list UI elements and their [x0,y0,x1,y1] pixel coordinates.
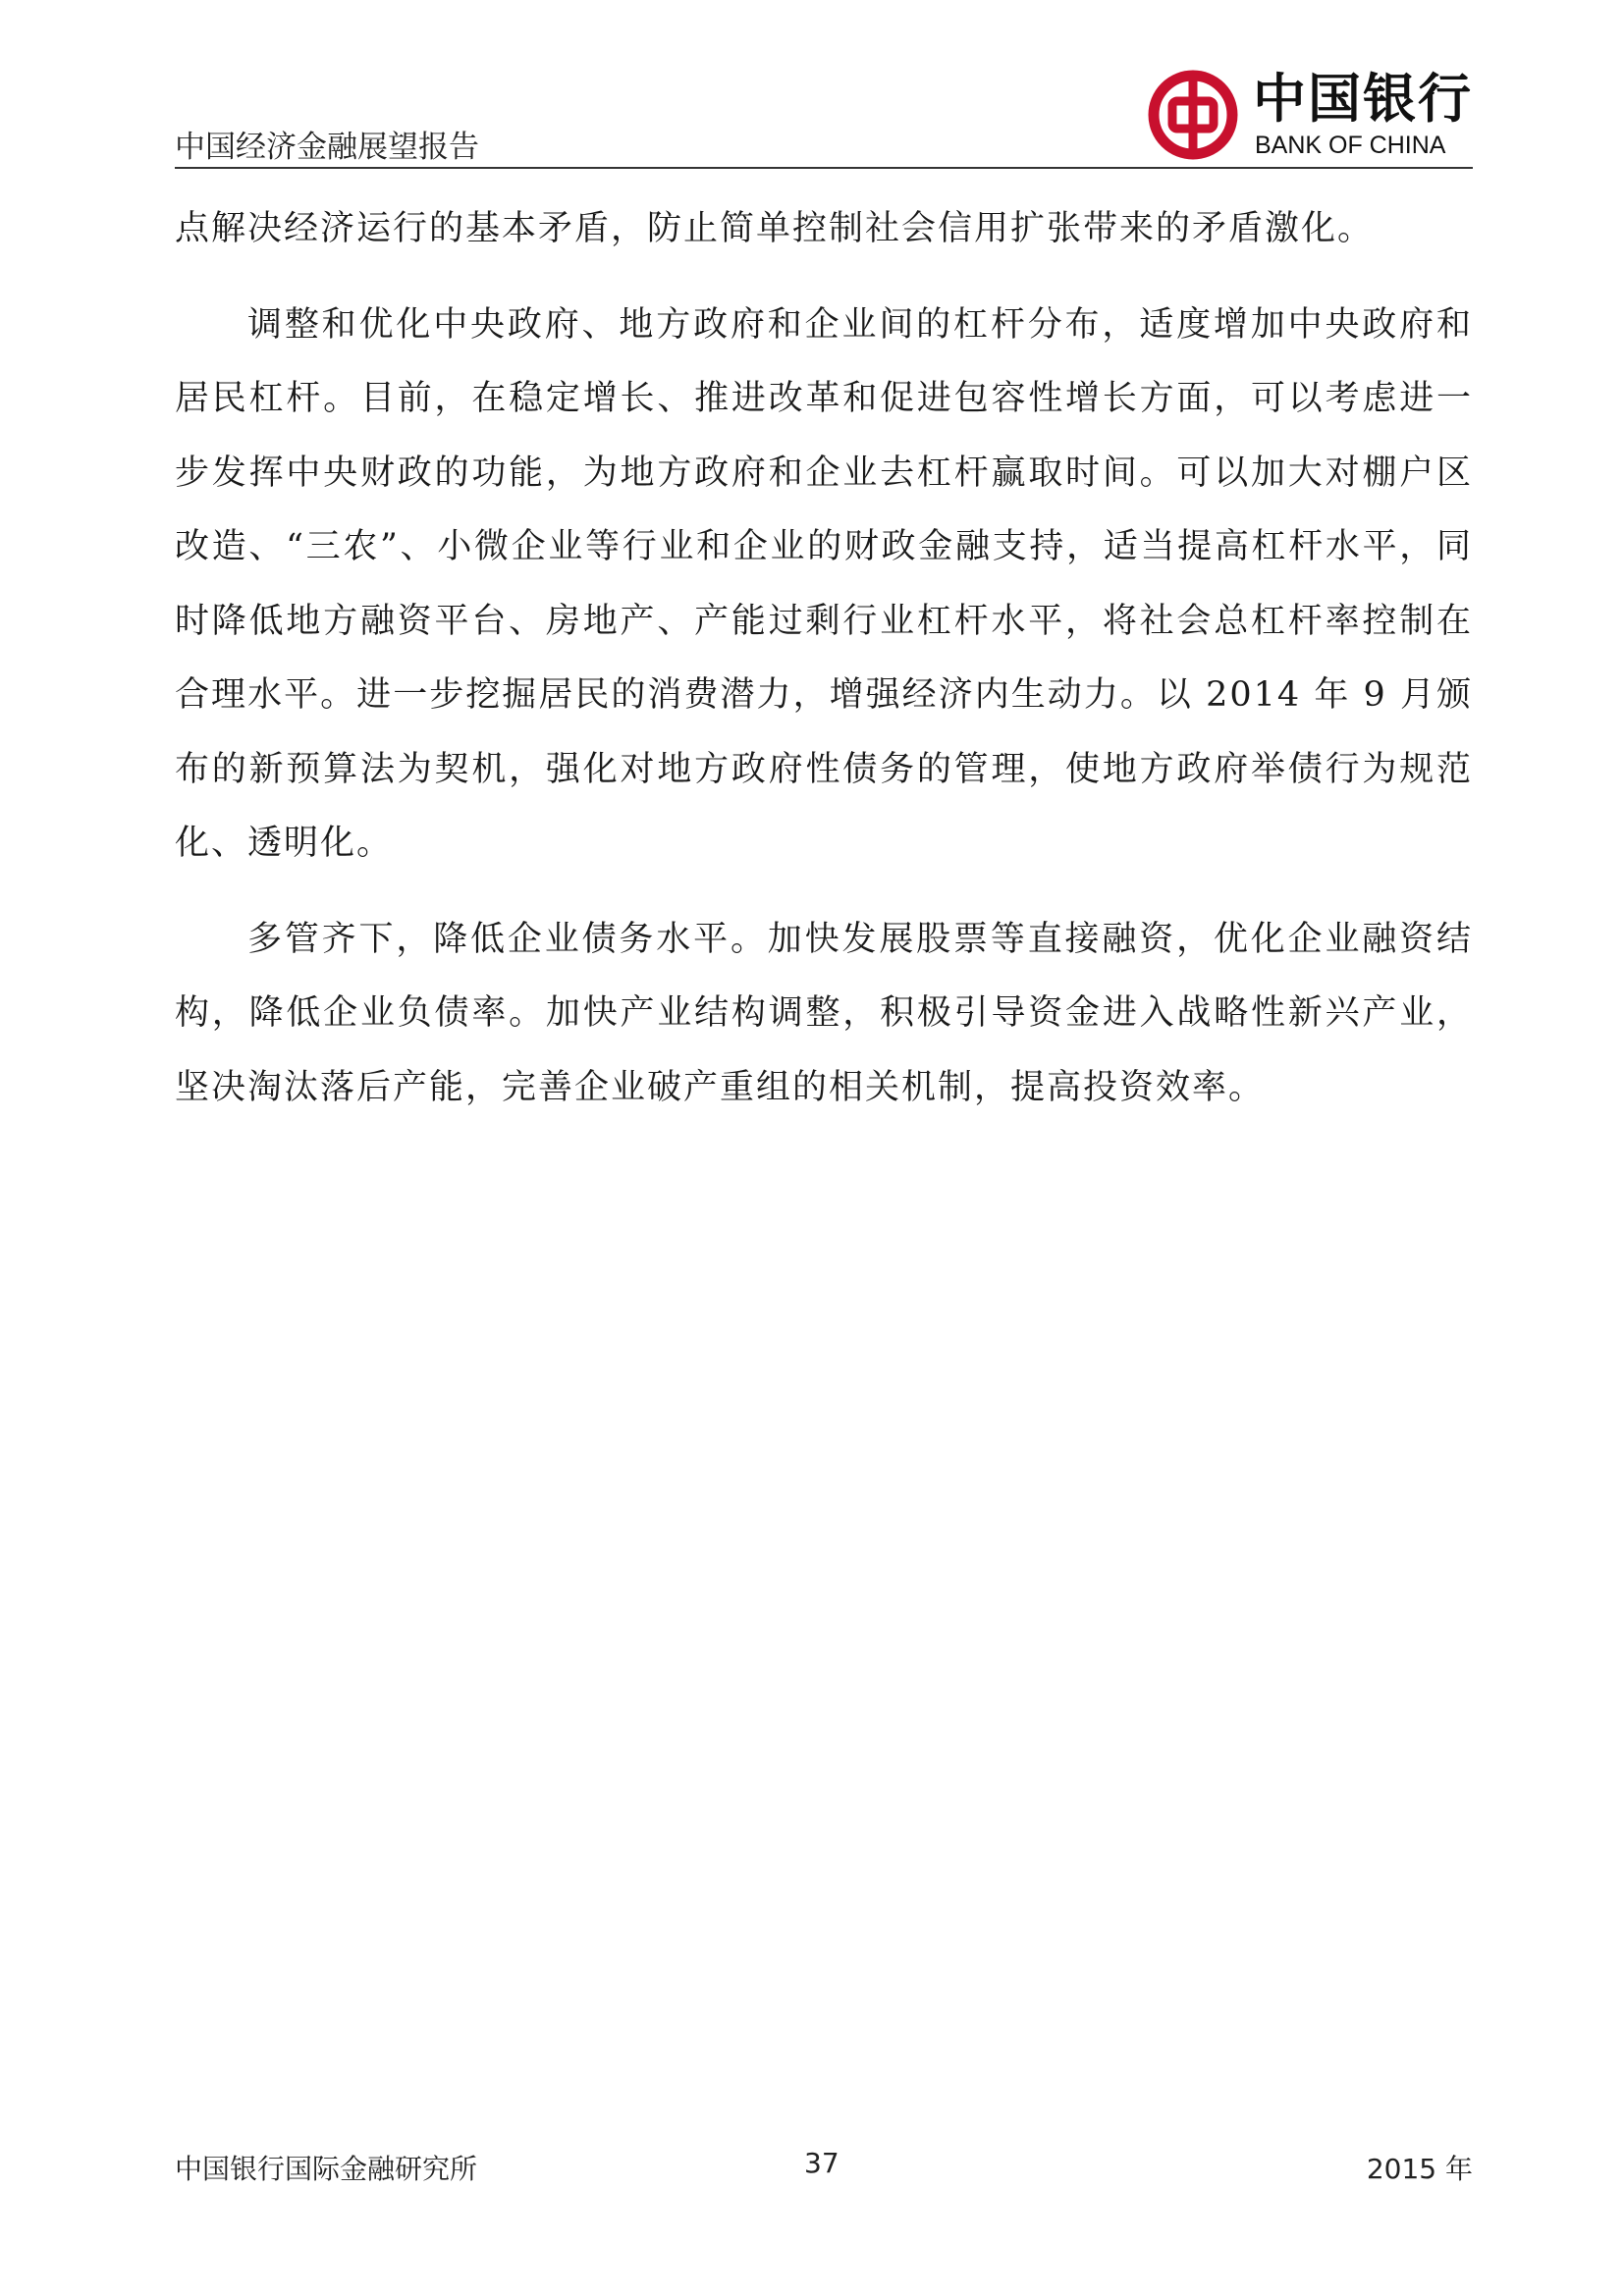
paragraph-1: 点解决经济运行的基本矛盾，防止简单控制社会信用扩张带来的矛盾激化。 [175,209,1375,248]
header-divider [175,167,1473,169]
page-footer [175,2147,1473,2189]
page-number: 37 [804,2147,839,2179]
footer-year: 2015 年 [1366,2153,1473,2185]
bank-of-china-logo [1147,67,1473,165]
paragraph-2: 调整和优化中央政府、地方政府和企业间的杠杆分布，适度增加中央政府和居民杠杆。目前，在稳定增长、推进改革和促进包容性增长方面，可以考虑进一步发挥中央财政的功能，为地方政府和企业去杠杆赢取时间。可以加大对棚户区改造、“三农”、小微企业等行业和企业的财政金融支持，适当提高杠杆水平，同时降低地方融资平台、房地产、产能过剩行业杠杆水平，将社会总杠杆率控制在合理水平。进一步挖掘居民的消费潜力，增强经济内生动力。以 2014 年 9 月颁布的新预算法为契机，强化对地方政府性债务的管理，使地方政府举债行为规范化、透明化。 [175,304,1473,863]
footer-institute: 中国银行国际金融研究所 [175,2153,478,2185]
report-title: 中国经济金融展望报告 [175,130,479,165]
logo-english-name: BANK OF CHINA [1255,132,1446,159]
paragraph-3: 多管齐下，降低企业债务水平。加快发展股票等直接融资，优化企业融资结构，降低企业负债率。加快产业结构调整，积极引导资金进入战略性新兴产业，坚决淘汰落后产能，完善企业破产重组的相关机制，提高投资效率。 [175,919,1473,1107]
logo-chinese-name: 中国银行 [1253,67,1473,130]
bank-of-china-coin-logo-icon [1147,69,1239,161]
body-text [175,192,1473,1147]
